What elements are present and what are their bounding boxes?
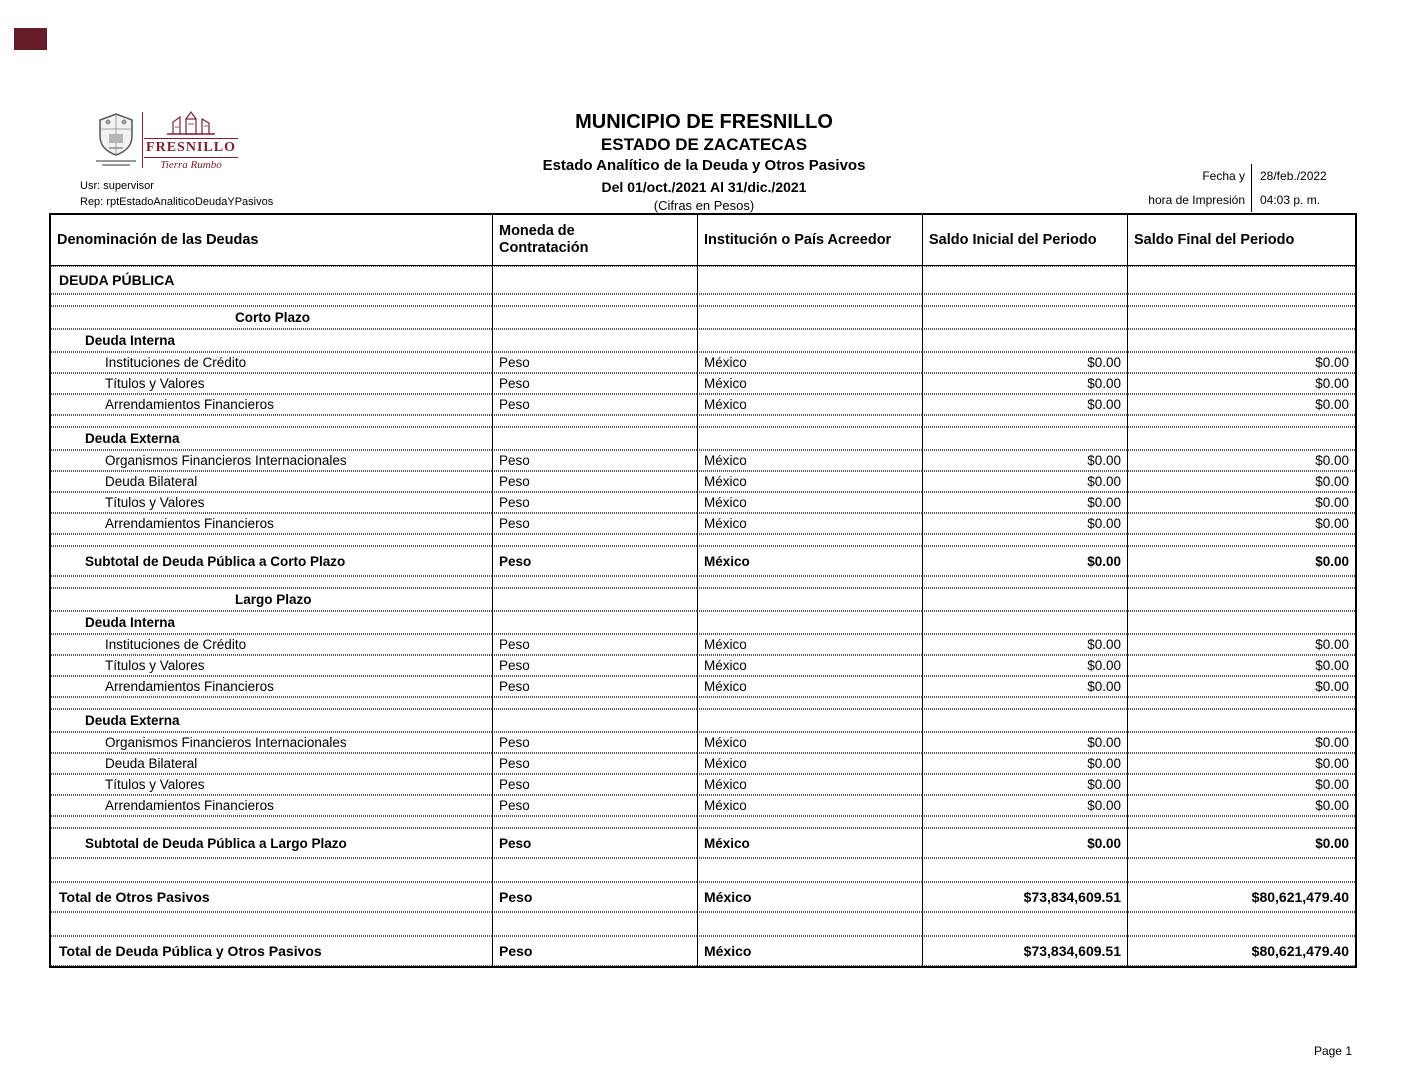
institucion-cell — [697, 306, 922, 329]
col-moneda-label: Moneda de Contratación — [499, 223, 589, 256]
print-date-value: 28/feb./2022 — [1251, 164, 1352, 188]
saldo-inicial-cell: $0.00 — [922, 676, 1127, 697]
saldo-inicial-cell: $0.00 — [922, 492, 1127, 513]
saldo-inicial-cell: $0.00 — [922, 513, 1127, 534]
institucion-cell — [697, 266, 922, 294]
institucion-cell — [697, 611, 922, 634]
saldo-inicial-cell — [922, 588, 1127, 611]
saldo-inicial-cell: $0.00 — [922, 450, 1127, 471]
saldo-final-cell — [1127, 427, 1355, 450]
moneda-cell: Peso — [492, 513, 697, 534]
moneda-cell: Peso — [492, 394, 697, 415]
table-row — [51, 676, 1355, 697]
saldo-final-cell — [1127, 858, 1355, 882]
institucion-cell: México — [697, 394, 922, 415]
moneda-cell: Peso — [492, 655, 697, 676]
monument-icon — [165, 110, 217, 136]
crest-icon — [97, 112, 135, 156]
institucion-cell — [697, 576, 922, 588]
institucion-cell — [697, 709, 922, 732]
saldo-final-cell: $0.00 — [1127, 373, 1355, 394]
table-row — [51, 471, 1355, 492]
table-row — [51, 352, 1355, 373]
institucion-cell: México — [697, 795, 922, 816]
saldo-inicial-cell — [922, 709, 1127, 732]
saldo-inicial-cell — [922, 858, 1127, 882]
saldo-inicial-cell — [922, 427, 1127, 450]
saldo-final-cell: $0.00 — [1127, 795, 1355, 816]
moneda-cell: Peso — [492, 450, 697, 471]
table-row — [51, 294, 1355, 306]
institucion-cell: México — [697, 352, 922, 373]
print-time-line — [1148, 188, 1352, 212]
table-row — [51, 450, 1355, 471]
denominacion-cell: Títulos y Valores — [51, 492, 492, 513]
table-row — [51, 329, 1355, 352]
institucion-cell: México — [697, 450, 922, 471]
institucion-cell: México — [697, 828, 922, 858]
denominacion-cell: Deuda Interna — [51, 329, 492, 352]
denominacion-cell — [51, 576, 492, 588]
moneda-cell — [492, 427, 697, 450]
denominacion-cell: Corto Plazo — [51, 306, 492, 329]
moneda-cell — [492, 588, 697, 611]
saldo-final-cell: $0.00 — [1127, 655, 1355, 676]
saldo-inicial-cell: $0.00 — [922, 352, 1127, 373]
moneda-cell — [492, 415, 697, 427]
institucion-cell: México — [697, 753, 922, 774]
moneda-cell — [492, 697, 697, 709]
saldo-inicial-cell — [922, 611, 1127, 634]
report-header — [354, 110, 1054, 214]
institucion-cell — [697, 294, 922, 306]
denominacion-cell: Largo Plazo — [51, 588, 492, 611]
debt-report-table — [49, 213, 1357, 968]
print-date-line — [1148, 164, 1352, 188]
institucion-cell: México — [697, 732, 922, 753]
moneda-cell — [492, 709, 697, 732]
report-id-label: Rep: rptEstadoAnaliticoDeudaYPasivos — [80, 196, 274, 208]
saldo-inicial-cell — [922, 266, 1127, 294]
saldo-final-cell: $0.00 — [1127, 471, 1355, 492]
institucion-cell: México — [697, 492, 922, 513]
institucion-cell — [697, 912, 922, 936]
saldo-final-cell — [1127, 912, 1355, 936]
logo-tagline: Tierra Rumbo — [160, 159, 222, 171]
moneda-cell: Peso — [492, 882, 697, 912]
institucion-cell: México — [697, 471, 922, 492]
institucion-cell — [697, 697, 922, 709]
saldo-inicial-cell — [922, 912, 1127, 936]
denominacion-cell: Deuda Bilateral — [51, 753, 492, 774]
denominacion-cell: Subtotal de Deuda Pública a Largo Plazo — [51, 828, 492, 858]
moneda-cell — [492, 912, 697, 936]
table-row — [51, 588, 1355, 611]
moneda-cell: Peso — [492, 373, 697, 394]
units-note: (Cifras en Pesos) — [653, 198, 755, 213]
saldo-inicial-cell: $0.00 — [922, 373, 1127, 394]
denominacion-cell: Títulos y Valores — [51, 774, 492, 795]
moneda-cell: Peso — [492, 828, 697, 858]
col-institucion: Institución o País Acreedor — [697, 215, 922, 266]
saldo-inicial-cell: $73,834,609.51 — [922, 936, 1127, 966]
moneda-cell — [492, 329, 697, 352]
saldo-inicial-cell — [922, 415, 1127, 427]
denominacion-cell — [51, 294, 492, 306]
moneda-cell — [492, 294, 697, 306]
saldo-final-cell: $0.00 — [1127, 492, 1355, 513]
saldo-inicial-cell: $73,834,609.51 — [922, 882, 1127, 912]
logo-divider — [142, 112, 143, 168]
page-title: MUNICIPIO DE FRESNILLO — [575, 111, 833, 133]
print-date-label: Fecha y — [1202, 169, 1245, 183]
saldo-final-cell — [1127, 576, 1355, 588]
moneda-cell — [492, 306, 697, 329]
saldo-final-cell: $0.00 — [1127, 753, 1355, 774]
denominacion-cell: Deuda Externa — [51, 709, 492, 732]
denominacion-cell — [51, 697, 492, 709]
institucion-cell: México — [697, 634, 922, 655]
saldo-inicial-cell: $0.00 — [922, 471, 1127, 492]
table-row — [51, 858, 1355, 882]
moneda-cell — [492, 576, 697, 588]
saldo-inicial-cell — [922, 294, 1127, 306]
saldo-final-cell — [1127, 816, 1355, 828]
saldo-inicial-cell — [922, 534, 1127, 546]
table-row — [51, 828, 1355, 858]
saldo-final-cell — [1127, 588, 1355, 611]
municipality-logo — [92, 110, 235, 171]
table-row — [51, 266, 1355, 294]
denominacion-cell — [51, 912, 492, 936]
denominacion-cell: Arrendamientos Financieros — [51, 676, 492, 697]
moneda-cell: Peso — [492, 732, 697, 753]
saldo-inicial-cell: $0.00 — [922, 732, 1127, 753]
table-row — [51, 697, 1355, 709]
moneda-cell: Peso — [492, 492, 697, 513]
table-row — [51, 513, 1355, 534]
table-row — [51, 912, 1355, 936]
saldo-final-cell — [1127, 415, 1355, 427]
saldo-final-cell: $0.00 — [1127, 352, 1355, 373]
table-row — [51, 306, 1355, 329]
saldo-final-cell: $80,621,479.40 — [1127, 936, 1355, 966]
table-row — [51, 492, 1355, 513]
table-row — [51, 546, 1355, 576]
institucion-cell — [697, 588, 922, 611]
saldo-final-cell — [1127, 611, 1355, 634]
state-subtitle: ESTADO DE ZACATECAS — [600, 135, 808, 154]
saldo-inicial-cell: $0.00 — [922, 655, 1127, 676]
saldo-final-cell — [1127, 697, 1355, 709]
saldo-final-cell: $0.00 — [1127, 676, 1355, 697]
institucion-cell: México — [697, 676, 922, 697]
institucion-cell — [697, 427, 922, 450]
moneda-cell — [492, 858, 697, 882]
moneda-cell: Peso — [492, 676, 697, 697]
saldo-inicial-cell: $0.00 — [922, 634, 1127, 655]
saldo-inicial-cell: $0.00 — [922, 774, 1127, 795]
denominacion-cell: Títulos y Valores — [51, 655, 492, 676]
col-saldo-inicial: Saldo Inicial del Periodo — [922, 215, 1127, 266]
table-row — [51, 415, 1355, 427]
denominacion-cell: Instituciones de Crédito — [51, 352, 492, 373]
table-row — [51, 634, 1355, 655]
moneda-cell: Peso — [492, 936, 697, 966]
institucion-cell: México — [697, 513, 922, 534]
table-row — [51, 753, 1355, 774]
saldo-inicial-cell: $0.00 — [922, 753, 1127, 774]
report-title: Estado Analítico de la Deuda y Otros Pasivos — [542, 157, 866, 174]
denominacion-cell: Subtotal de Deuda Pública a Corto Plazo — [51, 546, 492, 576]
denominacion-cell: Instituciones de Crédito — [51, 634, 492, 655]
saldo-final-cell: $0.00 — [1127, 450, 1355, 471]
saldo-final-cell — [1127, 329, 1355, 352]
table-row — [51, 709, 1355, 732]
table-row — [51, 427, 1355, 450]
table-row — [51, 816, 1355, 828]
table-row — [51, 732, 1355, 753]
table-header-row — [51, 215, 1355, 266]
saldo-final-cell: $80,621,479.40 — [1127, 882, 1355, 912]
print-time-label: hora de Impresión — [1148, 193, 1245, 207]
moneda-cell — [492, 611, 697, 634]
saldo-inicial-cell — [922, 697, 1127, 709]
saldo-final-cell: $0.00 — [1127, 394, 1355, 415]
table-row — [51, 534, 1355, 546]
institucion-cell — [697, 858, 922, 882]
denominacion-cell: Arrendamientos Financieros — [51, 394, 492, 415]
moneda-cell — [492, 266, 697, 294]
page-number: Page 1 — [1313, 1044, 1352, 1058]
saldo-inicial-cell: $0.00 — [922, 546, 1127, 576]
denominacion-cell: Organismos Financieros Internacionales — [51, 450, 492, 471]
report-meta-right — [1148, 164, 1352, 212]
print-time-value: 04:03 p. m. — [1251, 188, 1352, 212]
crest-block — [92, 110, 140, 166]
table-row — [51, 611, 1355, 634]
moneda-cell — [492, 816, 697, 828]
denominacion-cell: Total de Otros Pasivos — [51, 882, 492, 912]
saldo-final-cell: $0.00 — [1127, 828, 1355, 858]
saldo-inicial-cell — [922, 816, 1127, 828]
institucion-cell — [697, 534, 922, 546]
table-row — [51, 936, 1355, 966]
denominacion-cell: Deuda Interna — [51, 611, 492, 634]
denominacion-cell — [51, 858, 492, 882]
saldo-final-cell — [1127, 266, 1355, 294]
crest-caption-lines — [96, 158, 136, 166]
saldo-inicial-cell: $0.00 — [922, 394, 1127, 415]
table-row — [51, 576, 1355, 588]
saldo-inicial-cell: $0.00 — [922, 828, 1127, 858]
table-row — [51, 394, 1355, 415]
saldo-final-cell: $0.00 — [1127, 634, 1355, 655]
logo-right-block — [147, 110, 235, 171]
moneda-cell: Peso — [492, 634, 697, 655]
denominacion-cell: Arrendamientos Financieros — [51, 795, 492, 816]
institucion-cell: México — [697, 655, 922, 676]
table-row — [51, 882, 1355, 912]
table-row — [51, 795, 1355, 816]
table-row — [51, 774, 1355, 795]
saldo-inicial-cell — [922, 576, 1127, 588]
denominacion-cell: Deuda Externa — [51, 427, 492, 450]
saldo-final-cell — [1127, 709, 1355, 732]
table-row — [51, 373, 1355, 394]
denominacion-cell: Deuda Bilateral — [51, 471, 492, 492]
saldo-final-cell: $0.00 — [1127, 732, 1355, 753]
institucion-cell: México — [697, 882, 922, 912]
saldo-inicial-cell: $0.00 — [922, 795, 1127, 816]
col-saldo-final: Saldo Final del Periodo — [1127, 215, 1355, 266]
saldo-final-cell: $0.00 — [1127, 513, 1355, 534]
institucion-cell — [697, 415, 922, 427]
saldo-final-cell: $0.00 — [1127, 774, 1355, 795]
moneda-cell: Peso — [492, 795, 697, 816]
denominacion-cell: DEUDA PÚBLICA — [51, 266, 492, 294]
moneda-cell: Peso — [492, 774, 697, 795]
saldo-inicial-cell — [922, 306, 1127, 329]
institucion-cell — [697, 329, 922, 352]
denominacion-cell: Arrendamientos Financieros — [51, 513, 492, 534]
report-period: Del 01/oct./2021 Al 31/dic./2021 — [601, 179, 807, 195]
user-label: Usr: supervisor — [80, 180, 154, 192]
moneda-cell — [492, 534, 697, 546]
moneda-cell: Peso — [492, 753, 697, 774]
saldo-final-cell — [1127, 534, 1355, 546]
moneda-cell: Peso — [492, 352, 697, 373]
col-moneda — [492, 215, 697, 266]
denominacion-cell — [51, 816, 492, 828]
institucion-cell: México — [697, 936, 922, 966]
table-row — [51, 655, 1355, 676]
moneda-cell: Peso — [492, 471, 697, 492]
institucion-cell — [697, 816, 922, 828]
saldo-final-cell: $0.00 — [1127, 546, 1355, 576]
denominacion-cell — [51, 415, 492, 427]
denominacion-cell: Organismos Financieros Internacionales — [51, 732, 492, 753]
col-denominacion: Denominación de las Deudas — [51, 215, 492, 266]
logo-text: FRESNILLO — [144, 138, 238, 158]
denominacion-cell: Total de Deuda Pública y Otros Pasivos — [51, 936, 492, 966]
moneda-cell: Peso — [492, 546, 697, 576]
institucion-cell: México — [697, 546, 922, 576]
saldo-final-cell — [1127, 306, 1355, 329]
window-accent — [14, 28, 47, 50]
denominacion-cell: Títulos y Valores — [51, 373, 492, 394]
saldo-inicial-cell — [922, 329, 1127, 352]
denominacion-cell — [51, 534, 492, 546]
saldo-final-cell — [1127, 294, 1355, 306]
institucion-cell: México — [697, 373, 922, 394]
report-meta-left — [80, 178, 273, 210]
institucion-cell: México — [697, 774, 922, 795]
table-body — [51, 266, 1355, 966]
